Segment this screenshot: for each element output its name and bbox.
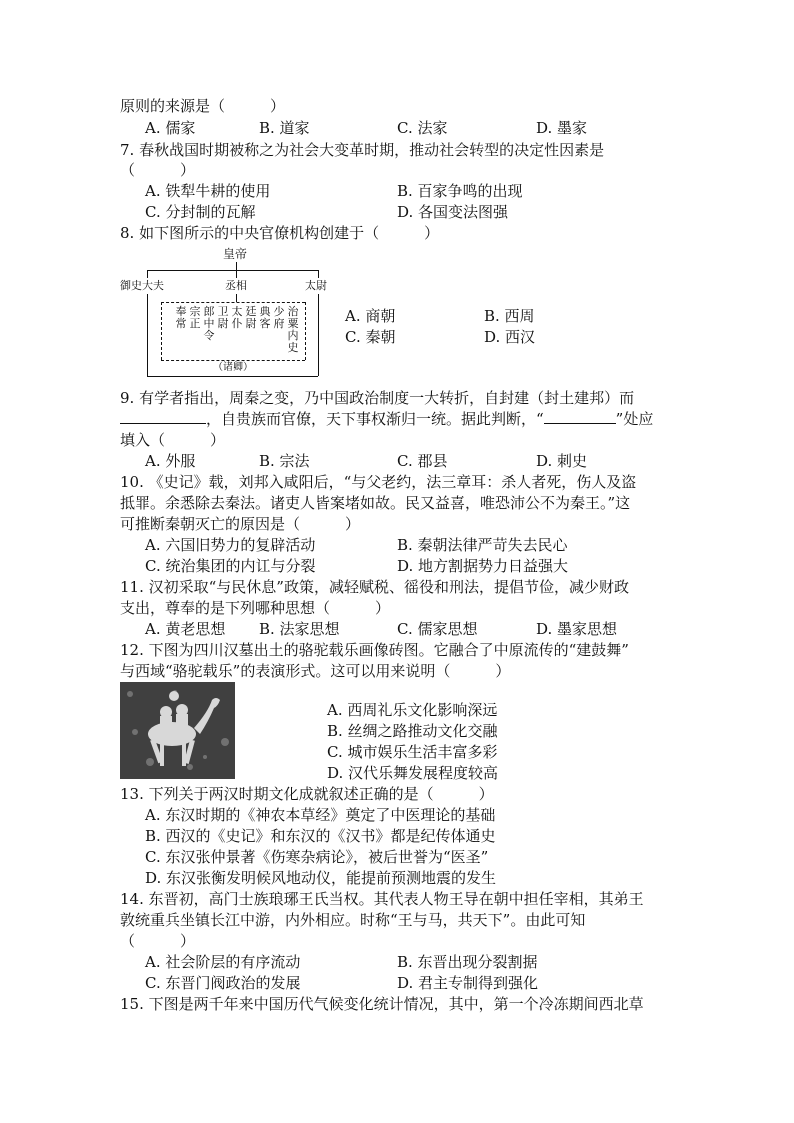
q9-option-a[interactable]: A. 外服 [145,452,196,470]
q14-option-a[interactable]: A. 社会阶层的有序流动 [145,953,301,971]
q9-stem: 9. 有学者指出，周秦之变，乃中国政治制度一大转折，自封建（封土建邦）而 [120,389,635,407]
q9-option-c[interactable]: C. 郡县 [397,452,448,470]
q14-option-d[interactable]: D. 君主专制得到强化 [397,974,539,992]
camel-music-brick-image [120,682,235,779]
chart-office-5: 太仆 [231,305,243,330]
q9-stem-line2: ，自贵族而官僚，天下事权渐归一统。据此判断，“ ”处应 [120,409,653,429]
q12-option-d[interactable]: D. 汉代乐舞发展程度较高 [327,764,499,782]
q6-option-b[interactable]: B. 道家 [259,119,310,137]
q10-option-b[interactable]: B. 秦朝法律严苛失去民心 [397,536,568,554]
q11-option-c[interactable]: C. 儒家思想 [397,620,478,638]
q13-option-c[interactable]: C. 东汉张仲景著《伤寒杂病论》，被后世誉为“医圣” [145,848,489,866]
chart-commandant: 太尉 [305,279,327,292]
q10-stem: 10. 《史记》载，刘邦入咸阳后，“与父老约，法三章耳：杀人者死，伤人及盗 [120,473,637,491]
q13-option-b[interactable]: B. 西汉的《史记》和东汉的《汉书》都是纪传体通史 [145,827,496,845]
q9-blank-2[interactable] [544,409,616,424]
q11-stem-line2: 支出，尊奉的是下列哪种思想（ ） [120,599,391,617]
q12-option-b[interactable]: B. 丝绸之路推动文化交融 [327,722,498,740]
q12-option-c[interactable]: C. 城市娱乐生活丰富多彩 [327,743,498,761]
q9-option-b[interactable]: B. 宗法 [259,452,310,470]
chart-office-9: 治粟内史 [287,305,299,354]
q8-option-d[interactable]: D. 西汉 [484,328,536,346]
chart-chancellor: 丞相 [225,279,247,292]
q11-stem: 11. 汉初采取“与民休息”政策，减轻赋税、徭役和刑法，提倡节俭，减少财政 [120,578,629,596]
q14-stem-paren: （ ） [120,932,196,950]
q7-stem: 7. 春秋战国时期被称之为社会大变革时期，推动社会转型的决定性因素是 [120,141,605,159]
camel-rider-relief [120,682,235,779]
q13-option-a[interactable]: A. 东汉时期的《神农本草经》奠定了中医理论的基础 [145,806,496,824]
q11-option-a[interactable]: A. 黄老思想 [145,620,226,638]
q10-stem-line3: 可推断秦朝灭亡的原因是（ ） [120,515,361,533]
q6-option-c[interactable]: C. 法家 [397,119,448,137]
chart-censor: 御史大夫 [120,279,164,292]
chart-office-4: 卫尉 [217,305,229,330]
chart-emperor: 皇帝 [223,247,248,261]
q11-option-d[interactable]: D. 墨家思想 [536,620,618,638]
q7-option-a[interactable]: A. 铁犁牛耕的使用 [145,182,271,200]
q7-stem-paren: （ ） [120,161,196,179]
q10-option-c[interactable]: C. 统治集团的内讧与分裂 [145,557,316,575]
q14-stem: 14. 东晋初，高门士族琅琊王氏当权。其代表人物王导在朝中担任宰相，其弟王 [120,890,644,908]
q8-stem: 8. 如下图所示的中央官僚机构创建于（ ） [120,224,440,242]
chart-office-6: 廷尉 [245,305,257,330]
q7-option-c[interactable]: C. 分封制的瓦解 [145,203,256,221]
q10-option-a[interactable]: A. 六国旧势力的复辟活动 [145,536,316,554]
q7-option-d[interactable]: D. 各国变法图强 [397,203,509,221]
q6-stem-tail: 原则的来源是（ ） [120,97,286,115]
q12-stem-line2: 与西域“骆驼载乐”的表演形式。这可以用来说明（ ） [120,662,511,680]
q7-option-b[interactable]: B. 百家争鸣的出现 [397,182,523,200]
q10-stem-line2: 抵罪。余悉除去秦法。诸吏人皆案堵如故。民又益喜，唯恐沛公不为秦王。”这 [120,494,631,512]
q10-option-d[interactable]: D. 地方割据势力日益强大 [397,557,569,575]
q13-option-d[interactable]: D. 东汉张衡发明候风地动仪，能提前预测地震的发生 [145,869,497,887]
chart-office-7: 典客 [259,305,271,330]
q9-blank-1[interactable] [120,409,206,424]
chart-office-8: 少府 [273,305,285,330]
bureaucracy-chart [119,244,329,382]
q9-option-d[interactable]: D. 刺史 [536,452,588,470]
q6-option-a[interactable]: A. 儒家 [145,119,196,137]
q14-option-c[interactable]: C. 东晋门阀政治的发展 [145,974,301,992]
q8-option-b[interactable]: B. 西周 [484,307,535,325]
chart-office-1: 奉常 [175,305,187,330]
q13-stem: 13. 下列关于两汉时期文化成就叙述正确的是（ ） [120,785,494,803]
q11-option-b[interactable]: B. 法家思想 [259,620,340,638]
chart-nine-ministers-label: （诸卿） [213,362,253,373]
chart-office-2: 宗正 [189,305,201,330]
q15-stem: 15. 下图是两千年来中国历代气候变化统计情况，其中，第一个冷冻期间西北草 [120,995,644,1013]
q8-option-c[interactable]: C. 秦朝 [345,328,396,346]
q8-option-a[interactable]: A. 商朝 [345,307,396,325]
q12-option-a[interactable]: A. 西周礼乐文化影响深远 [327,701,498,719]
chart-office-3: 郎中令 [203,305,215,342]
q14-option-b[interactable]: B. 东晋出现分裂割据 [397,953,538,971]
q6-option-d[interactable]: D. 墨家 [536,119,588,137]
q12-stem: 12. 下图为四川汉墓出土的骆驼载乐画像砖图。它融合了中原流传的“建鼓舞” [120,641,629,659]
q14-stem-line2: 敦统重兵坐镇长江中游，内外相应。时称“王与马，共天下”。由此可知 [120,911,586,929]
q9-stem-line3: 填入（ ） [120,431,226,449]
